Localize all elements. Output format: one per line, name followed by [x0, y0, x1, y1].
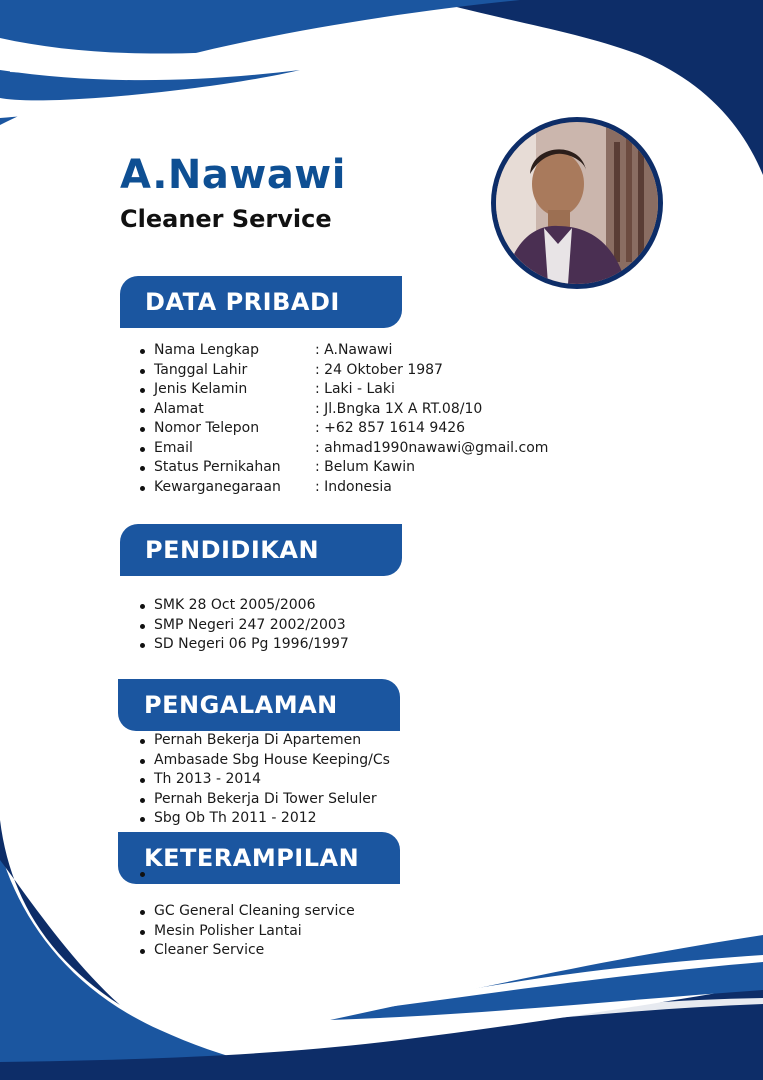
profile-photo [491, 117, 663, 289]
list-item: Pernah Bekerja Di Tower Seluler [138, 790, 390, 810]
section-title: PENGALAMAN [144, 691, 338, 719]
section-title: PENDIDIKAN [145, 536, 320, 564]
section-title: DATA PRIBADI [145, 288, 340, 316]
list-item: Nomor Telepon : +62 857 1614 9426 [138, 419, 548, 439]
list-item: SD Negeri 06 Pg 1996/1997 [138, 635, 349, 655]
section-header-education [120, 524, 402, 576]
list-item: SMK 28 Oct 2005/2006 [138, 596, 349, 616]
list-item: Jenis Kelamin : Laki - Laki [138, 380, 548, 400]
list-item: Ambasade Sbg House Keeping/Cs [138, 751, 390, 771]
list-item: Th 2013 - 2014 [138, 770, 390, 790]
candidate-name: A.Nawawi [120, 152, 346, 198]
list-item: GC General Cleaning service [138, 902, 355, 922]
list-item: Sbg Ob Th 2011 - 2012 [138, 809, 390, 829]
list-item: Nama Lengkap : A.Nawawi [138, 341, 548, 361]
list-item: Status Pernikahan : Belum Kawin [138, 458, 548, 478]
list-item: Tanggal Lahir : 24 Oktober 1987 [138, 361, 548, 381]
skills-list [138, 902, 355, 961]
list-item: Mesin Polisher Lantai [138, 922, 355, 942]
personal-data-list [138, 341, 548, 497]
section-title: KETERAMPILAN [144, 844, 360, 872]
job-title: Cleaner Service [120, 205, 332, 233]
section-header-personal-data [120, 276, 402, 328]
list-item: Email : ahmad1990nawawi@gmail.com [138, 439, 548, 459]
section-header-skills [118, 832, 400, 884]
list-item: Kewarganegaraan : Indonesia [138, 478, 548, 498]
section-header-experience [118, 679, 400, 731]
list-item: Alamat : Jl.Bngka 1X A RT.08/10 [138, 400, 548, 420]
list-item: SMP Negeri 247 2002/2003 [138, 616, 349, 636]
bullet-icon [140, 872, 145, 877]
list-item: Pernah Bekerja Di Apartemen [138, 731, 390, 751]
education-list [138, 596, 349, 655]
experience-list [138, 731, 390, 829]
list-item: Cleaner Service [138, 941, 355, 961]
